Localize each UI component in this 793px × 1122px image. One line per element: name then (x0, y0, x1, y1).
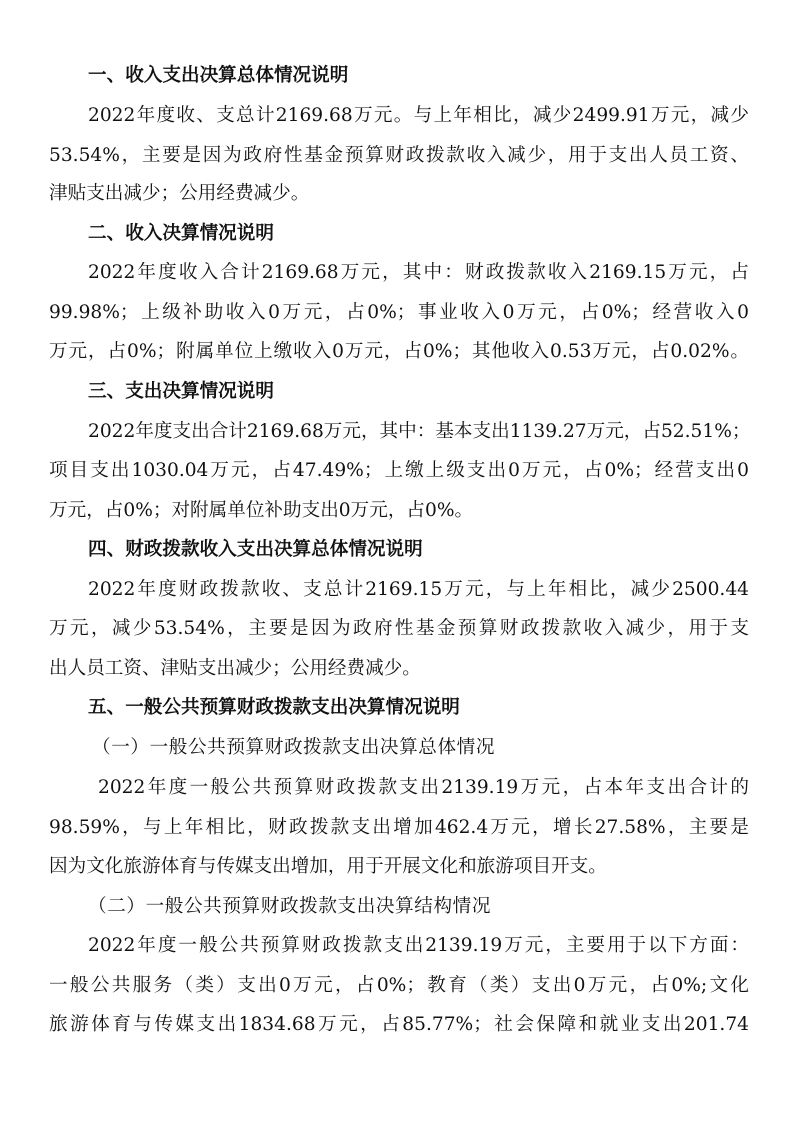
section-2-line-3: 万元，占0%；附属单位上缴收入0万元，占0%；其他收入0.53万元，占0.02%。 (49, 341, 749, 362)
section-3-heading: 三、支出决算情况说明 (88, 381, 274, 402)
section-1-line-2: 53.54%，主要是因为政府性基金预算财政拨款收入减少，用于支出人员工资、 (49, 145, 749, 166)
section-4-line-3: 出人员工资、津贴支出减少；公用经费减少。 (49, 658, 421, 679)
section-1-heading: 一、收入支出决算总体情况说明 (88, 65, 349, 86)
subsection-5-2-line-3: 旅游体育与传媒支出1834.68万元，占85.77%；社会保障和就业支出201.74 (49, 1014, 749, 1035)
section-3-line-3: 万元，占0%；对附属单位补助支出0万元，占0%。 (49, 500, 474, 521)
section-1-line-1: 2022年度收、支总计2169.68万元。与上年相比，减少2499.91万元，减少 (88, 105, 749, 126)
subsection-5-2-heading: （二）一般公共预算财政拨款支出决算结构情况 (88, 896, 492, 917)
section-2-line-1: 2022年度收入合计2169.68万元，其中：财政拨款收入2169.15万元，占 (88, 262, 749, 283)
subsection-5-1-line-1: 2022年度一般公共预算财政拨款支出2139.19万元，占本年支出合计的 (98, 777, 749, 798)
subsection-5-2-line-2: 一般公共服务（类）支出0万元，占0%；教育（类）支出0万元，占0%;文化 (49, 975, 749, 996)
subsection-5-1-heading: （一）一般公共预算财政拨款支出决算总体情况 (92, 737, 496, 758)
section-5-heading: 五、一般公共预算财政拨款支出决算情况说明 (88, 697, 460, 718)
section-4-line-1: 2022年度财政拨款收、支总计2169.15万元，与上年相比，减少2500.44 (88, 579, 749, 600)
subsection-5-2-line-1: 2022年度一般公共预算财政拨款支出2139.19万元，主要用于以下方面： (88, 935, 749, 956)
section-4-heading: 四、财政拨款收入支出决算总体情况说明 (88, 539, 423, 560)
subsection-5-1-line-2: 98.59%，与上年相比，财政拨款支出增加462.4万元，增长27.58%，主要是 (49, 817, 749, 838)
section-1-line-3: 津贴支出减少；公用经费减少。 (49, 183, 310, 204)
section-3-line-2: 项目支出1030.04万元，占47.49%；上缴上级支出0万元，占0%；经营支出0 (49, 460, 749, 481)
section-3-line-1: 2022年度支出合计2169.68万元，其中：基本支出1139.27万元，占52.51%； (88, 421, 751, 442)
section-2-line-2: 99.98%；上级补助收入0万元，占0%；事业收入0万元，占0%；经营收入0 (49, 302, 749, 323)
section-4-line-2: 万元，减少53.54%，主要是因为政府性基金预算财政拨款收入减少，用于支 (49, 618, 749, 639)
section-2-heading: 二、收入决算情况说明 (88, 223, 274, 244)
subsection-5-1-line-3: 因为文化旅游体育与传媒支出增加，用于开展文化和旅游项目开支。 (49, 856, 607, 877)
